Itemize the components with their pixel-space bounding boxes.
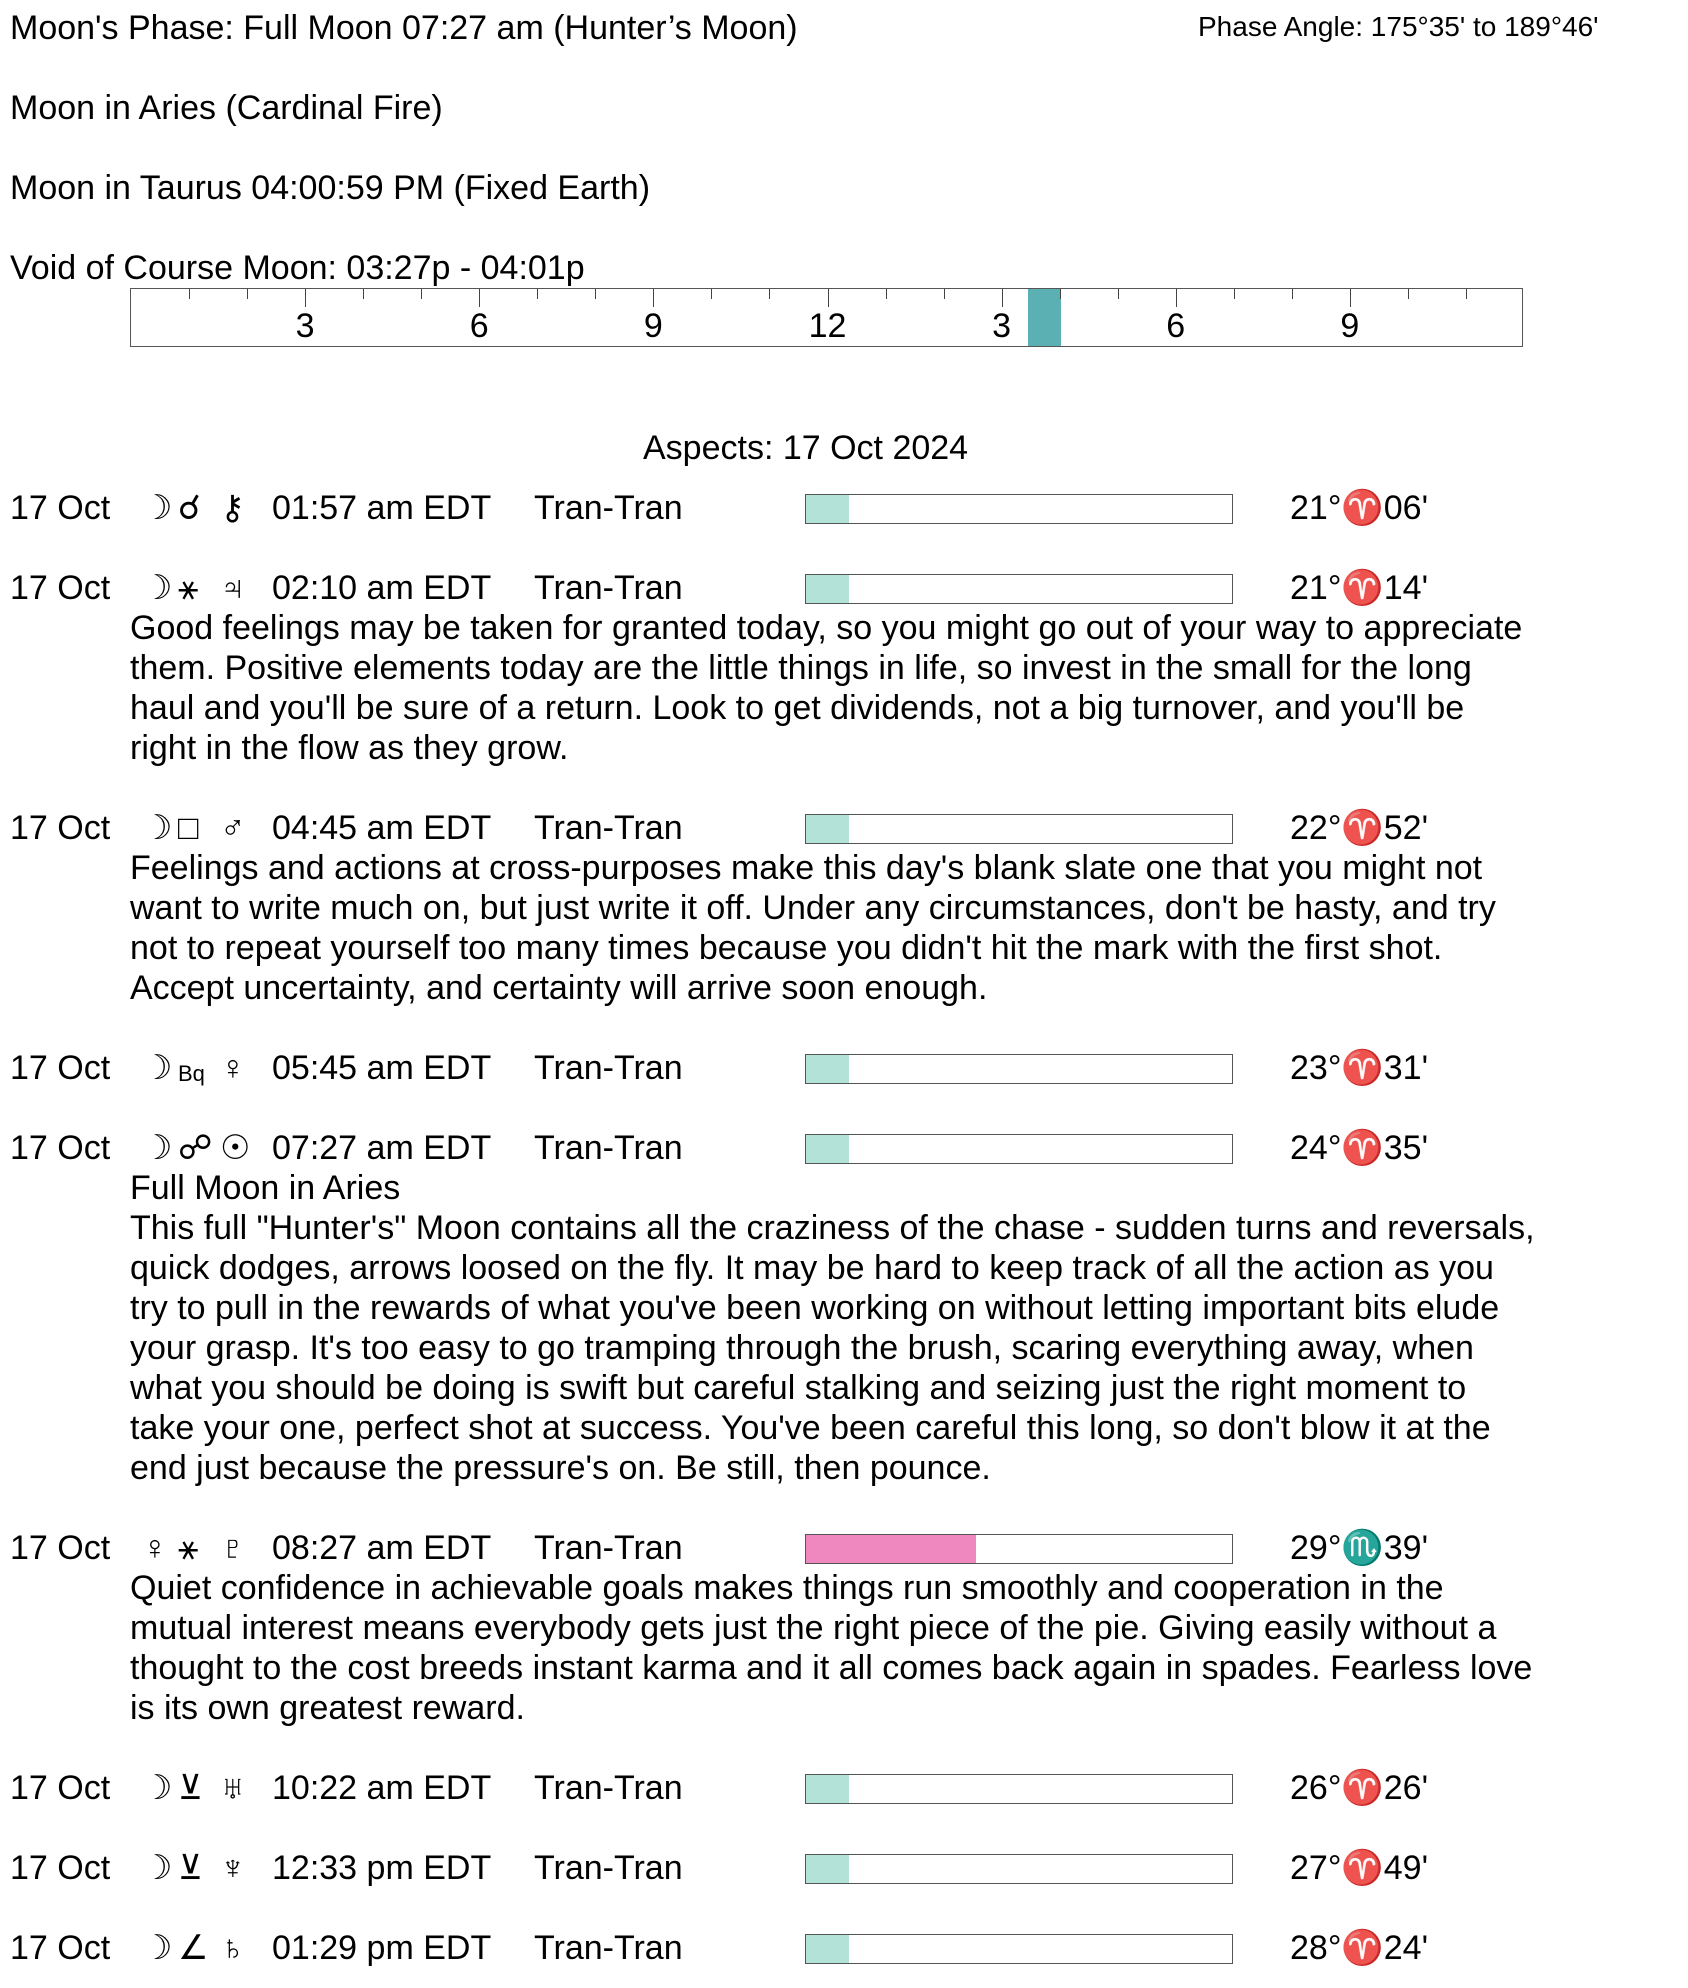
aspect-position: 28°♈24': [1290, 1929, 1429, 1967]
moon-sign-line: Moon in Aries (Cardinal Fire): [10, 89, 443, 127]
aspect-position: 27°♈49': [1290, 1849, 1429, 1887]
planet2-glyph-icon: ♆: [220, 1849, 246, 1887]
aspect-type: Tran-Tran: [534, 1929, 683, 1967]
interpretation-line: right in the flow as they grow.: [130, 729, 569, 767]
timeline-tick: [421, 289, 422, 299]
planet2-glyph-icon: ♄: [220, 1929, 246, 1967]
timeline-hour-label: 12: [808, 307, 847, 345]
timeline-tick: [1234, 289, 1235, 299]
aspect-strength-fill: [806, 1135, 849, 1163]
interpretation-line: thought to the cost breeds instant karma and it all comes back again in spades. Fearless love: [130, 1649, 1533, 1687]
aspect-strength-bar: [805, 574, 1233, 604]
timeline-hour-label: 3: [295, 307, 315, 345]
interpretation-line: take your one, perfect shot at success. You've been careful this long, so don't blow it at the: [130, 1409, 1491, 1447]
aspect-strength-fill: [806, 1775, 849, 1803]
aspect-strength-bar: [805, 1134, 1233, 1164]
aspect-row: [0, 1928, 1688, 1968]
aspect-row: [0, 1848, 1688, 1888]
timeline-tick: [711, 289, 712, 299]
interpretation-line: your grasp. It's too easy to go tramping through the brush, scaring everything away, when: [130, 1329, 1474, 1367]
aspect-interpretation: [130, 608, 1650, 768]
aspect-strength-bar: [805, 1534, 1233, 1564]
planet1-glyph-icon: ☽: [142, 489, 173, 527]
timeline-tick: [595, 289, 596, 299]
interpretation-line: Accept uncertainty, and certainty will arrive soon enough.: [130, 969, 988, 1007]
aspect-glyph-icon: ☍: [178, 1129, 213, 1167]
planet1-glyph-icon: ☽: [142, 1929, 173, 1967]
aspect-strength-fill: [806, 1855, 849, 1883]
planet2-glyph-icon: ♅: [220, 1769, 246, 1807]
timeline-tick: [189, 289, 190, 299]
aspect-strength-bar: [805, 1934, 1233, 1964]
planet1-glyph-icon: ☽: [142, 569, 173, 607]
aspect-type: Tran-Tran: [534, 1529, 683, 1567]
timeline-tick: [1060, 289, 1061, 299]
aspect-position: 21°♈06': [1290, 489, 1429, 527]
aspect-strength-fill: [806, 815, 849, 843]
aspect-date: 17 Oct: [10, 1769, 111, 1807]
interpretation-line: Full Moon in Aries: [130, 1169, 401, 1207]
aspect-date: 17 Oct: [10, 1849, 111, 1887]
aspect-strength-bar: [805, 1774, 1233, 1804]
planet2-glyph-icon: ♇: [220, 1529, 246, 1567]
timeline-hour-label: 9: [643, 307, 663, 345]
aspect-date: 17 Oct: [10, 1129, 111, 1167]
timeline-tick: [653, 289, 654, 307]
aspect-glyph-icon: ⊻: [178, 1849, 203, 1887]
aspect-row: [0, 808, 1688, 848]
planet1-glyph-icon: ☽: [142, 1849, 173, 1887]
aspect-type: Tran-Tran: [534, 1849, 683, 1887]
aspect-time: 07:27 am EDT: [272, 1129, 492, 1167]
void-of-course-line: Void of Course Moon: 03:27p - 04:01p: [10, 249, 585, 287]
interpretation-line: quick dodges, arrows loosed on the fly. It may be hard to keep track of all the action as you: [130, 1249, 1494, 1287]
interpretation-line: what you should be doing is swift but careful stalking and seizing just the right moment to: [130, 1369, 1467, 1407]
aspect-type: Tran-Tran: [534, 1769, 683, 1807]
aspect-strength-bar: [805, 814, 1233, 844]
planet2-glyph-icon: ♀: [220, 1049, 246, 1087]
interpretation-line: them. Positive elements today are the little things in life, so invest in the small for the long: [130, 649, 1472, 687]
planet2-glyph-icon: ⚷: [220, 489, 245, 527]
aspect-strength-bar: [805, 1054, 1233, 1084]
timeline-tick: [247, 289, 248, 299]
timeline-hour-label: 6: [1166, 307, 1186, 345]
aspect-glyph-icon: ⊻: [178, 1769, 203, 1807]
aspect-interpretation: [130, 1568, 1650, 1728]
aspect-position: 29°♏39': [1290, 1529, 1429, 1567]
aspect-strength-fill: [806, 1935, 849, 1963]
timeline-hour-label: 9: [1340, 307, 1360, 345]
moon-phase-line: Moon's Phase: Full Moon 07:27 am (Hunter’s Moon): [10, 9, 798, 47]
void-of-course-block: [1028, 289, 1061, 346]
interpretation-line: try to pull in the rewards of what you've been working on without letting important bits elude: [130, 1289, 1500, 1327]
timeline-hour-label: 3: [992, 307, 1012, 345]
planet1-glyph-icon: ♀: [142, 1529, 168, 1567]
aspect-row: [0, 568, 1688, 608]
aspect-position: 22°♈52': [1290, 809, 1429, 847]
phase-angle: Phase Angle: 175°35' to 189°46': [1198, 11, 1599, 42]
aspect-type: Tran-Tran: [534, 1129, 683, 1167]
interpretation-line: Quiet confidence in achievable goals makes things run smoothly and cooperation in the: [130, 1569, 1444, 1607]
aspect-strength-bar: [805, 494, 1233, 524]
aspect-position: 23°♈31': [1290, 1049, 1429, 1087]
aspect-position: 24°♈35': [1290, 1129, 1429, 1167]
aspects-title: Aspects: 17 Oct 2024: [643, 429, 969, 467]
interpretation-line: haul and you'll be sure of a return. Look to get dividends, not a big turnover, and you'll be: [130, 689, 1465, 727]
planet2-glyph-icon: ♃: [220, 569, 246, 607]
planet1-glyph-icon: ☽: [142, 809, 173, 847]
interpretation-line: end just because the pressure's on. Be still, then pounce.: [130, 1449, 991, 1487]
timeline-hour-label: 6: [469, 307, 489, 345]
timeline-tick: [886, 289, 887, 299]
aspect-row: [0, 1768, 1688, 1808]
aspect-date: 17 Oct: [10, 809, 111, 847]
aspect-glyph-icon: Bq: [178, 1061, 205, 1086]
aspect-row: [0, 488, 1688, 528]
interpretation-line: want to write much on, but just write it off. Under any circumstances, don't be hasty, and try: [130, 889, 1496, 927]
timeline-tick: [1292, 289, 1293, 299]
timeline-tick: [479, 289, 480, 307]
planet2-glyph-icon: ☉: [220, 1129, 251, 1167]
timeline-tick: [1466, 289, 1467, 299]
aspect-row: [0, 1048, 1688, 1088]
aspect-position: 21°♈14': [1290, 569, 1429, 607]
aspect-time: 01:57 am EDT: [272, 489, 492, 527]
timeline-tick: [1408, 289, 1409, 299]
timeline-tick: [305, 289, 306, 307]
aspect-date: 17 Oct: [10, 1049, 111, 1087]
timeline-tick: [537, 289, 538, 299]
timeline-tick: [1002, 289, 1003, 307]
planet2-glyph-icon: ♂: [220, 809, 246, 847]
aspect-time: 04:45 am EDT: [272, 809, 492, 847]
planet1-glyph-icon: ☽: [142, 1769, 173, 1807]
aspect-date: 17 Oct: [10, 1929, 111, 1967]
aspect-type: Tran-Tran: [534, 489, 683, 527]
planet1-glyph-icon: ☽: [142, 1129, 173, 1167]
aspect-strength-fill: [806, 575, 849, 603]
timeline-tick: [769, 289, 770, 299]
interpretation-line: This full "Hunter's" Moon contains all the craziness of the chase - sudden turns and reversals,: [130, 1209, 1535, 1247]
planet1-glyph-icon: ☽: [142, 1049, 173, 1087]
timeline-tick: [1118, 289, 1119, 299]
aspect-type: Tran-Tran: [534, 1049, 683, 1087]
interpretation-line: not to repeat yourself too many times because you didn't hit the mark with the first shot.: [130, 929, 1443, 967]
aspect-time: 10:22 am EDT: [272, 1769, 492, 1807]
aspect-strength-fill: [806, 1055, 849, 1083]
interpretation-line: Feelings and actions at cross-purposes make this day's blank slate one that you might not: [130, 849, 1483, 887]
timeline-tick: [363, 289, 364, 299]
aspect-type: Tran-Tran: [534, 569, 683, 607]
void-of-course-timeline: [130, 288, 1523, 347]
aspect-date: 17 Oct: [10, 569, 111, 607]
aspect-type: Tran-Tran: [534, 809, 683, 847]
aspect-time: 02:10 am EDT: [272, 569, 492, 607]
aspect-strength-bar: [805, 1854, 1233, 1884]
aspect-time: 12:33 pm EDT: [272, 1849, 492, 1887]
aspect-glyph-icon: ☌: [178, 489, 201, 527]
aspect-glyph-icon: □: [178, 809, 199, 847]
aspect-row: [0, 1128, 1688, 1168]
aspect-glyph-icon: ∠: [178, 1929, 209, 1967]
interpretation-line: Good feelings may be taken for granted today, so you might go out of your way to appreciate: [130, 609, 1523, 647]
aspect-date: 17 Oct: [10, 489, 111, 527]
aspect-strength-fill: [806, 1535, 976, 1563]
timeline-tick: [828, 289, 829, 307]
aspect-glyph-icon: ⚹: [178, 1529, 199, 1567]
timeline-tick: [1350, 289, 1351, 307]
aspect-position: 26°♈26': [1290, 1769, 1429, 1807]
aspect-time: 05:45 am EDT: [272, 1049, 492, 1087]
interpretation-line: is its own greatest reward.: [130, 1689, 525, 1727]
timeline-tick: [1176, 289, 1177, 307]
aspect-time: 01:29 pm EDT: [272, 1929, 492, 1967]
interpretation-line: mutual interest means everybody gets just the right piece of the pie. Giving easily without a: [130, 1609, 1497, 1647]
aspect-glyph-icon: ⚹: [178, 569, 199, 607]
aspect-date: 17 Oct: [10, 1529, 111, 1567]
aspect-interpretation: [130, 1168, 1650, 1488]
aspect-interpretation: [130, 848, 1650, 1008]
aspect-row: [0, 1528, 1688, 1568]
aspect-time: 08:27 am EDT: [272, 1529, 492, 1567]
aspect-strength-fill: [806, 495, 849, 523]
moon-ingress-line: Moon in Taurus 04:00:59 PM (Fixed Earth): [10, 169, 651, 207]
timeline-tick: [944, 289, 945, 299]
